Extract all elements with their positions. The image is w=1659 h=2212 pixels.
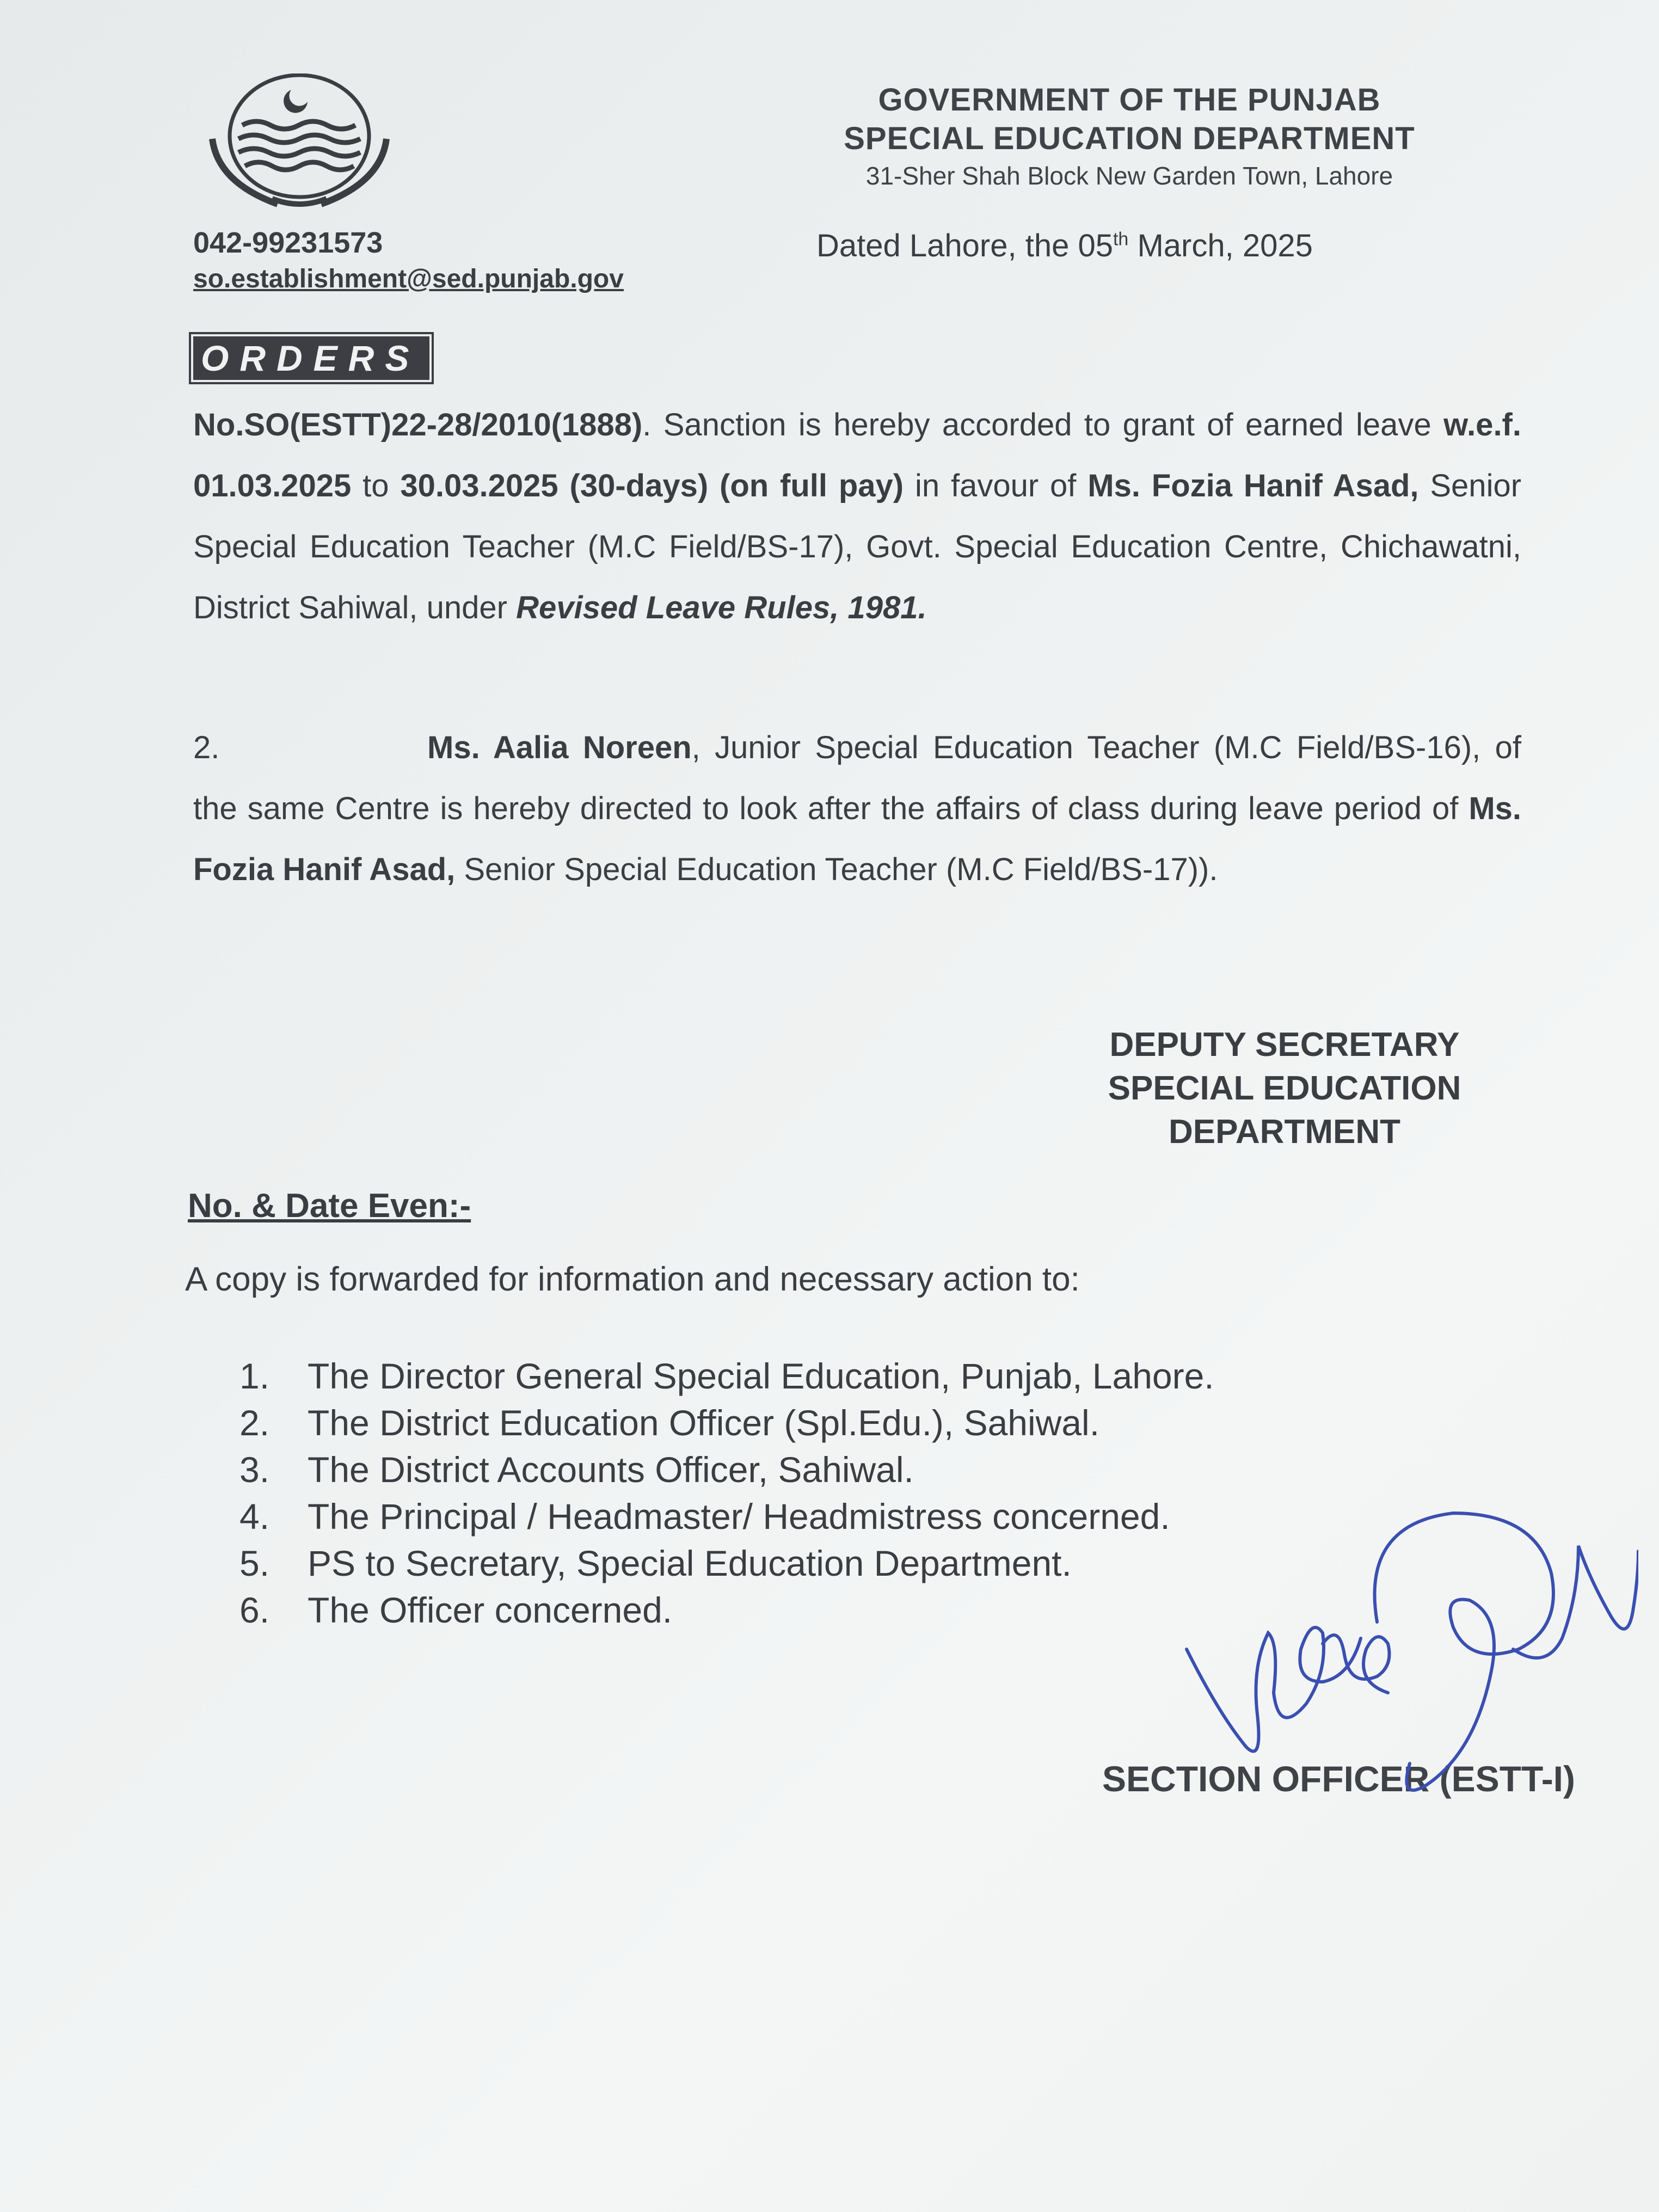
signatory-title-2: SPECIAL EDUCATION: [1108, 1070, 1461, 1107]
date-suffix: th: [1113, 229, 1129, 250]
employee-name-2: Ms. Fozia Hanif Asad,: [193, 791, 1521, 887]
list-number: 5.: [239, 1543, 270, 1583]
department-title: SPECIAL EDUCATION DEPARTMENT: [844, 121, 1415, 156]
phone-number: 042-99231573: [193, 226, 383, 259]
list-text: The District Education Officer (Spl.Edu.), Sahiwal.: [308, 1403, 1100, 1443]
list-item: [239, 1493, 1214, 1540]
list-number: 6.: [239, 1590, 270, 1630]
email-address: so.establishment@sed.punjab.gov: [193, 265, 624, 293]
no-date-even: No. & Date Even:-: [188, 1187, 471, 1225]
list-text: PS to Secretary, Special Education Department.: [308, 1543, 1072, 1583]
leave-end: 30.03.2025 (30-days) (on full pay): [400, 468, 904, 503]
list-number: 4.: [239, 1496, 270, 1537]
list-text: The Director General Special Education, Punjab, Lahore.: [308, 1356, 1214, 1396]
signature: [1176, 1480, 1638, 1829]
para1-text-4: Senior Special Education Teacher (M.C Field/BS-17), Govt. Special Education Centre, Chichawatni, District Sahiwal, under: [193, 468, 1522, 625]
para1-text-1: . Sanction is hereby accorded to grant of earned leave: [642, 407, 1444, 443]
copy-forwarded-text: A copy is forwarded for information and necessary action to:: [185, 1261, 1080, 1298]
section-officer-title: SECTION OFFICER (ESTT-I): [1102, 1759, 1575, 1799]
list-item: [239, 1540, 1214, 1587]
list-item: [239, 1446, 1214, 1493]
list-item: [239, 1353, 1214, 1399]
date-line: [816, 228, 1313, 264]
para1-text-3: in favour of: [904, 468, 1088, 503]
leave-start: w.e.f. 01.03.2025: [193, 407, 1521, 503]
list-item: [239, 1399, 1214, 1446]
government-title: GOVERNMENT OF THE PUNJAB: [878, 82, 1381, 118]
signatory-title-1: DEPUTY SECRETARY: [1109, 1026, 1460, 1064]
orders-heading: ORDERS: [193, 336, 429, 380]
list-number: 1.: [239, 1356, 270, 1396]
order-paragraph-1: [193, 395, 1521, 638]
date-rest: March, 2025: [1128, 228, 1313, 263]
list-text: The Principal / Headmaster/ Headmistress concerned.: [308, 1496, 1170, 1537]
deputy-secretary-block: [1067, 1023, 1502, 1154]
punjab-emblem-logo: [201, 73, 397, 215]
order-reference: No.SO(ESTT)22-28/2010(1888): [193, 407, 643, 443]
list-item: [239, 1587, 1214, 1633]
employee-name: Ms. Fozia Hanif Asad,: [1087, 468, 1419, 503]
copy-list: [239, 1353, 1214, 1633]
signatory-title-3: DEPARTMENT: [1169, 1113, 1400, 1151]
letterhead: [806, 82, 1453, 191]
list-number: 3.: [239, 1449, 270, 1490]
para-number: 2.: [193, 730, 220, 765]
para2-text-2: Senior Special Education Teacher (M.C Field/BS-17)).: [455, 852, 1218, 887]
leave-rules: Revised Leave Rules, 1981.: [516, 590, 927, 625]
list-number: 2.: [239, 1403, 270, 1443]
substitute-name: Ms. Aalia Noreen: [427, 730, 692, 765]
department-address: 31-Sher Shah Block New Garden Town, Lahore: [865, 162, 1393, 190]
order-paragraph-2: [193, 717, 1521, 900]
list-text: The District Accounts Officer, Sahiwal.: [308, 1449, 914, 1490]
para1-text-2: to: [351, 468, 401, 503]
list-text: The Officer concerned.: [308, 1590, 673, 1630]
para2-text-1: , Junior Special Education Teacher (M.C Field/BS-16), of the same Centre is hereby directed to look after the affairs of class during leave period of: [193, 730, 1521, 826]
date-prefix: Dated Lahore, the 05: [816, 228, 1113, 263]
